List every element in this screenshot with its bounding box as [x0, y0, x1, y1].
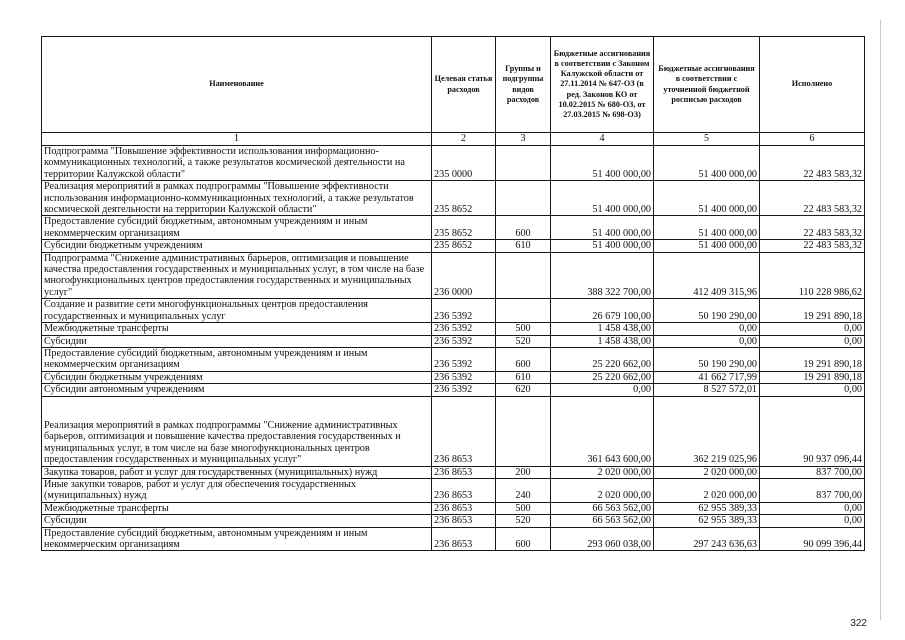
row-name: Субсидии бюджетным учреждениям	[42, 371, 432, 383]
row-law-amount: 66 563 562,00	[551, 515, 654, 527]
row-executed-amount: 22 483 583,32	[760, 146, 865, 181]
row-executed-amount: 110 228 986,62	[760, 252, 865, 299]
row-name: Закупка товаров, работ и услуг для государственных (муниципальных) нужд	[42, 466, 432, 478]
row-group-code	[496, 299, 551, 323]
row-executed-amount: 0,00	[760, 384, 865, 396]
row-group-code: 240	[496, 478, 551, 502]
row-name: Подпрограмма "Повышение эффективности использования информационно-коммуникационных технологий, а также результатов космической деятельности на территории Калужской области"	[42, 146, 432, 181]
row-target-code: 235 8652	[432, 181, 496, 216]
row-name: Реализация мероприятий в рамках подпрограммы "Снижение административных барьеров, оптимизация и повышение качества предоставления государственных и муниципальных услуг, в том числе на базе многофункциональных центров предоставления государственных и муниципальных услуг"	[42, 396, 432, 466]
row-name: Субсидии автономным учреждениям	[42, 384, 432, 396]
column-number: 6	[760, 133, 865, 146]
row-target-code: 236 8653	[432, 478, 496, 502]
row-name: Создание и развитие сети многофункциональных центров предоставления государственных и муниципальных услуг	[42, 299, 432, 323]
table-row	[42, 216, 865, 240]
row-group-code	[496, 146, 551, 181]
row-group-code: 610	[496, 371, 551, 383]
row-group-code: 600	[496, 347, 551, 371]
row-name: Иные закупки товаров, работ и услуг для обеспечения государственных (муниципальных) нужд	[42, 478, 432, 502]
row-executed-amount: 0,00	[760, 515, 865, 527]
row-target-code: 236 5392	[432, 347, 496, 371]
row-target-code: 235 8652	[432, 240, 496, 252]
row-target-code: 236 8653	[432, 502, 496, 514]
row-law-amount: 2 020 000,00	[551, 466, 654, 478]
row-group-code: 520	[496, 335, 551, 347]
row-group-code	[496, 181, 551, 216]
header-row	[42, 37, 865, 133]
row-executed-amount: 22 483 583,32	[760, 181, 865, 216]
row-law-amount: 361 643 600,00	[551, 396, 654, 466]
row-target-code: 236 8653	[432, 396, 496, 466]
row-executed-amount: 22 483 583,32	[760, 216, 865, 240]
row-group-code	[496, 252, 551, 299]
table-row	[42, 478, 865, 502]
row-refined-amount: 362 219 025,96	[654, 396, 760, 466]
row-executed-amount: 19 291 890,18	[760, 347, 865, 371]
row-refined-amount: 51 400 000,00	[654, 240, 760, 252]
row-law-amount: 1 458 438,00	[551, 335, 654, 347]
row-executed-amount: 0,00	[760, 502, 865, 514]
row-refined-amount: 0,00	[654, 323, 760, 335]
row-name: Реализация мероприятий в рамках подпрограммы "Повышение эффективности использования информационно-коммуникационных технологий, а также результатов космической деятельности на территории Калужской области"	[42, 181, 432, 216]
row-name: Субсидии	[42, 515, 432, 527]
row-target-code: 236 5392	[432, 371, 496, 383]
row-law-amount: 25 220 662,00	[551, 371, 654, 383]
table-row	[42, 347, 865, 371]
column-number: 5	[654, 133, 760, 146]
table-row	[42, 396, 865, 466]
row-executed-amount: 837 700,00	[760, 466, 865, 478]
row-target-code: 236 8653	[432, 527, 496, 551]
row-law-amount: 0,00	[551, 384, 654, 396]
header-law-allocations: Бюджетные ассигнования в соответствии с Законом Калужской области от 27.11.2014 № 647-ОЗ (в ред. Законов КО от 10.02.2015 № 680-ОЗ, от 27.03.2015 № 698-ОЗ)	[551, 37, 654, 133]
row-name: Субсидии	[42, 335, 432, 347]
row-name: Предоставление субсидий бюджетным, автономным учреждениям и иным некоммерческим организациям	[42, 527, 432, 551]
row-executed-amount: 90 937 096,44	[760, 396, 865, 466]
row-refined-amount: 51 400 000,00	[654, 216, 760, 240]
row-refined-amount: 2 020 000,00	[654, 478, 760, 502]
page-number: 322	[850, 618, 867, 629]
column-number: 1	[42, 133, 432, 146]
row-law-amount: 1 458 438,00	[551, 323, 654, 335]
row-refined-amount: 8 527 572,01	[654, 384, 760, 396]
row-name: Межбюджетные трансферты	[42, 323, 432, 335]
row-target-code: 236 5392	[432, 384, 496, 396]
row-law-amount: 2 020 000,00	[551, 478, 654, 502]
table-row	[42, 384, 865, 396]
row-executed-amount: 837 700,00	[760, 478, 865, 502]
header-name: Наименование	[42, 37, 432, 133]
row-name: Субсидии бюджетным учреждениям	[42, 240, 432, 252]
row-executed-amount: 0,00	[760, 323, 865, 335]
row-refined-amount: 2 020 000,00	[654, 466, 760, 478]
row-executed-amount: 19 291 890,18	[760, 299, 865, 323]
row-target-code: 236 8653	[432, 466, 496, 478]
header-target-article: Целевая статья расходов	[432, 37, 496, 133]
table-row	[42, 502, 865, 514]
row-name: Предоставление субсидий бюджетным, автономным учреждениям и иным некоммерческим организациям	[42, 347, 432, 371]
row-target-code: 236 0000	[432, 252, 496, 299]
row-refined-amount: 41 662 717,99	[654, 371, 760, 383]
header-executed: Исполнено	[760, 37, 865, 133]
row-name: Предоставление субсидий бюджетным, автономным учреждениям и иным некоммерческим организациям	[42, 216, 432, 240]
row-law-amount: 51 400 000,00	[551, 181, 654, 216]
table-row	[42, 371, 865, 383]
row-name: Межбюджетные трансферты	[42, 502, 432, 514]
table-row	[42, 240, 865, 252]
row-refined-amount: 297 243 636,63	[654, 527, 760, 551]
table-row	[42, 252, 865, 299]
row-target-code: 236 5392	[432, 323, 496, 335]
table-row	[42, 466, 865, 478]
row-refined-amount: 51 400 000,00	[654, 181, 760, 216]
row-law-amount: 388 322 700,00	[551, 252, 654, 299]
table-row	[42, 527, 865, 551]
row-group-code: 500	[496, 502, 551, 514]
row-refined-amount: 62 955 389,33	[654, 515, 760, 527]
column-number-row	[42, 133, 865, 146]
header-refined-allocations: Бюджетные ассигнования в соответствии с уточненной бюджетной росписью расходов	[654, 37, 760, 133]
budget-table	[41, 36, 865, 551]
column-number: 4	[551, 133, 654, 146]
row-group-code	[496, 396, 551, 466]
table-row	[42, 323, 865, 335]
table-row	[42, 181, 865, 216]
row-group-code: 520	[496, 515, 551, 527]
row-executed-amount: 22 483 583,32	[760, 240, 865, 252]
table-row	[42, 515, 865, 527]
table-row	[42, 335, 865, 347]
budget-sheet	[41, 36, 864, 551]
row-executed-amount: 90 099 396,44	[760, 527, 865, 551]
row-group-code: 620	[496, 384, 551, 396]
row-refined-amount: 0,00	[654, 335, 760, 347]
header-expense-groups: Группы и подгруппы видов расходов	[496, 37, 551, 133]
row-law-amount: 51 400 000,00	[551, 240, 654, 252]
row-group-code: 200	[496, 466, 551, 478]
row-target-code: 235 8652	[432, 216, 496, 240]
row-refined-amount: 62 955 389,33	[654, 502, 760, 514]
row-law-amount: 293 060 038,00	[551, 527, 654, 551]
row-law-amount: 51 400 000,00	[551, 146, 654, 181]
column-number: 2	[432, 133, 496, 146]
row-name: Подпрограмма "Снижение административных барьеров, оптимизация и повышение качества предоставления государственных и муниципальных услуг, в том числе на базе многофункциональных центров предоставления государственных и муниципальных услуг"	[42, 252, 432, 299]
row-target-code: 236 8653	[432, 515, 496, 527]
row-law-amount: 66 563 562,00	[551, 502, 654, 514]
row-refined-amount: 412 409 315,96	[654, 252, 760, 299]
row-law-amount: 26 679 100,00	[551, 299, 654, 323]
column-number: 3	[496, 133, 551, 146]
row-executed-amount: 0,00	[760, 335, 865, 347]
row-refined-amount: 50 190 290,00	[654, 347, 760, 371]
table-row	[42, 146, 865, 181]
scan-edge-mark	[880, 20, 881, 620]
row-target-code: 236 5392	[432, 299, 496, 323]
table-row	[42, 299, 865, 323]
row-group-code: 600	[496, 216, 551, 240]
row-law-amount: 51 400 000,00	[551, 216, 654, 240]
row-target-code: 235 0000	[432, 146, 496, 181]
row-refined-amount: 51 400 000,00	[654, 146, 760, 181]
row-group-code: 600	[496, 527, 551, 551]
row-target-code: 236 5392	[432, 335, 496, 347]
row-group-code: 500	[496, 323, 551, 335]
row-refined-amount: 50 190 290,00	[654, 299, 760, 323]
row-executed-amount: 19 291 890,18	[760, 371, 865, 383]
row-group-code: 610	[496, 240, 551, 252]
row-law-amount: 25 220 662,00	[551, 347, 654, 371]
